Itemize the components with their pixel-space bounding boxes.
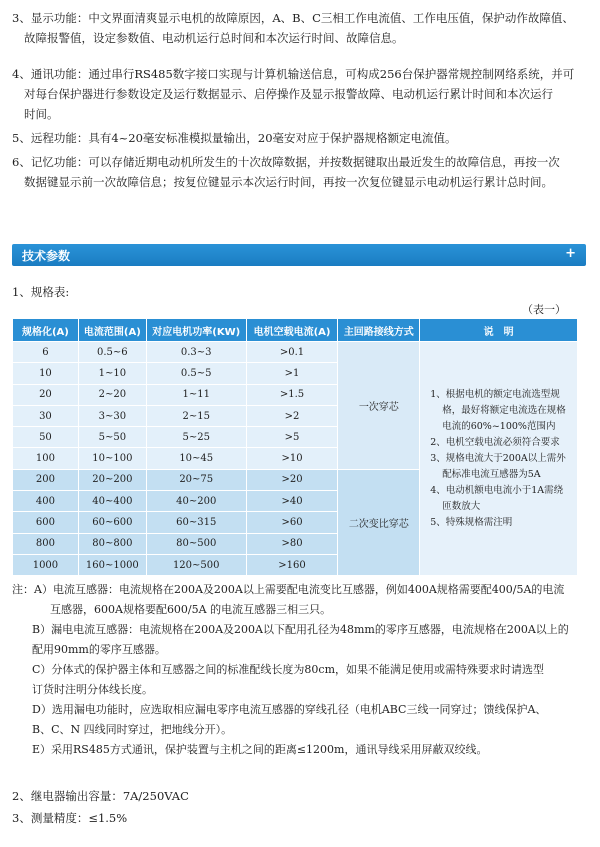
cell-spec: 400: [13, 491, 79, 512]
cell-spec: 50: [13, 427, 79, 448]
cell-range: 5~50: [78, 427, 146, 448]
note-c-line2: 订货时注明分体线长度。: [32, 683, 153, 696]
cell-wiring-secondary: 二次变比穿芯: [338, 469, 420, 575]
cell-noload: >1.5: [246, 384, 338, 405]
cell-spec: 800: [13, 533, 79, 554]
feature-comm-line3: 时间。: [24, 107, 59, 121]
notes-cell: [420, 342, 578, 576]
cell-power: 80~500: [146, 533, 246, 554]
cell-spec: 200: [13, 469, 79, 490]
cell-spec: 30: [13, 405, 79, 426]
note-b-line2: 配用90mm的零序互感器。: [32, 643, 166, 656]
cell-noload: >2: [246, 405, 338, 426]
cell-range: 80~800: [78, 533, 146, 554]
cell-power: 5~25: [146, 427, 246, 448]
cell-range: 3~30: [78, 405, 146, 426]
feature-comm: [12, 64, 586, 124]
spec-heading: 1、规格表:: [12, 285, 70, 299]
cell-noload: >80: [246, 533, 338, 554]
cell-noload: >1: [246, 363, 338, 384]
cell-power: 0.5~5: [146, 363, 246, 384]
cell-range: 20~200: [78, 469, 146, 490]
cell-power: 1~11: [146, 384, 246, 405]
note-d-line1: D）选用漏电功能时，应选取相应漏电零序电流互感器的穿线孔径（电机ABC三线一同穿过；馈线保护A、: [32, 703, 547, 716]
section-header-tech-params: [12, 244, 586, 266]
cell-spec: 6: [13, 342, 79, 363]
cell-range: 10~100: [78, 448, 146, 469]
col-header-power: 对应电机功率(KW): [146, 319, 246, 342]
feature-display-line2: 故障报警值，设定参数值、电动机运行总时间和本次运行时间、故障信息。: [24, 31, 404, 45]
expand-plus-icon[interactable]: +: [565, 246, 576, 261]
feature-display: [12, 8, 586, 48]
cell-range: 40~400: [78, 491, 146, 512]
cell-range: 60~600: [78, 512, 146, 533]
table-row: [13, 342, 578, 363]
note-4: 4、电动机额电电流小于1A需绕匝数放大: [430, 484, 564, 512]
cell-noload: >20: [246, 469, 338, 490]
feature-memory-line2: 数据键显示前一次故障信息；按复位键显示本次运行时间，再按一次复位键显示电动机运行累计总时间。: [24, 175, 553, 189]
cell-noload: >5: [246, 427, 338, 448]
col-header-spec: 规格化(A): [13, 319, 79, 342]
cell-range: 1~10: [78, 363, 146, 384]
cell-spec: 600: [13, 512, 79, 533]
col-header-wiring: 主回路接线方式: [338, 319, 420, 342]
cell-noload: >40: [246, 491, 338, 512]
spec-table: [12, 318, 578, 576]
cell-spec: 1000: [13, 554, 79, 575]
cell-wiring-primary: 一次穿芯: [338, 342, 420, 470]
cell-spec: 20: [13, 384, 79, 405]
feature-remote: [12, 128, 586, 148]
measurement-accuracy: 3、测量精度：≤1.5%: [12, 811, 128, 825]
feature-memory-line1: 6、记忆功能：可以存储近期电动机所发生的十次故障数据，并按数据键取出最近发生的故障信息，再按一次: [12, 155, 560, 169]
feature-comm-line1: 4、通讯功能：通过串行RS485数字接口实现与计算机输送信息，可构成256台保护器常规控制网络系统，并可: [12, 67, 575, 81]
cell-range: 160~1000: [78, 554, 146, 575]
section-title: 技术参数: [22, 249, 71, 263]
cell-range: 0.5~6: [78, 342, 146, 363]
cell-power: 10~45: [146, 448, 246, 469]
note-a-line2: 互感器，600A规格要配600/5A 的电流互感器三相三只。: [50, 603, 332, 616]
table-caption: （表一）: [522, 303, 566, 316]
note-e-line1: E）采用RS485方式通讯，保护装置与主机之间的距离≤1200m，通讯导线采用屏蔽双绞线。: [32, 743, 488, 756]
cell-noload: >160: [246, 554, 338, 575]
cell-power: 40~200: [146, 491, 246, 512]
cell-spec: 100: [13, 448, 79, 469]
note-5: 5、特殊规格需注明: [430, 516, 513, 528]
feature-comm-line2: 对每台保护器进行参数设定及运行数据显示、启停操作及显示报警故障、电动机运行累计时间和本次运行: [24, 87, 553, 101]
cell-noload: >10: [246, 448, 338, 469]
cell-power: 60~315: [146, 512, 246, 533]
note-2: 2、电机空载电流必须符合要求: [430, 436, 560, 448]
note-3: 3、规格电流大于200A以上需外配标准电流互感器为5A: [430, 452, 566, 480]
feature-remote-line1: 5、远程功能：具有4~20毫安标准模拟量输出，20毫安对应于保护器规格额定电流值。: [12, 131, 457, 145]
feature-memory: [12, 152, 586, 192]
note-a-line1: 注：A）电流互感器：电流规格在200A及200A以上需要配电流变比互感器，例如400A规格需要配400/5A的电流: [12, 583, 565, 596]
cell-power: 20~75: [146, 469, 246, 490]
table-header-row: [13, 319, 578, 342]
note-d-line2: B、C、N 四线同时穿过，把地线分开）。: [32, 723, 233, 736]
relay-capacity: 2、继电器输出容量：7A/250VAC: [12, 789, 189, 803]
note-1: 1、根据电机的额定电流选型规格，最好将额定电流选在规格电流的60%~100%范围内: [430, 388, 566, 432]
col-header-noload: 电机空载电流(A): [246, 319, 338, 342]
cell-range: 2~20: [78, 384, 146, 405]
col-header-range: 电流范围(A): [78, 319, 146, 342]
cell-power: 120~500: [146, 554, 246, 575]
note-c-line1: C）分体式的保护器主体和互感器之间的标准配线长度为80cm，如果不能满足使用或需特殊要求时请选型: [32, 663, 545, 676]
cell-noload: >60: [246, 512, 338, 533]
table-notes: [12, 580, 592, 760]
cell-power: 2~15: [146, 405, 246, 426]
cell-spec: 10: [13, 363, 79, 384]
note-b-line1: B）漏电电流互感器：电流规格在200A及200A以下配用孔径为48mm的零序互感器，电流规格在200A以上的: [32, 623, 569, 636]
col-header-notes: 说 明: [420, 319, 578, 342]
cell-noload: >0.1: [246, 342, 338, 363]
cell-power: 0.3~3: [146, 342, 246, 363]
feature-display-line1: 3、显示功能：中文界面清爽显示电机的故障原因，A、B、C三相工作电流值、工作电压值，保护动作故障值、: [12, 11, 574, 25]
